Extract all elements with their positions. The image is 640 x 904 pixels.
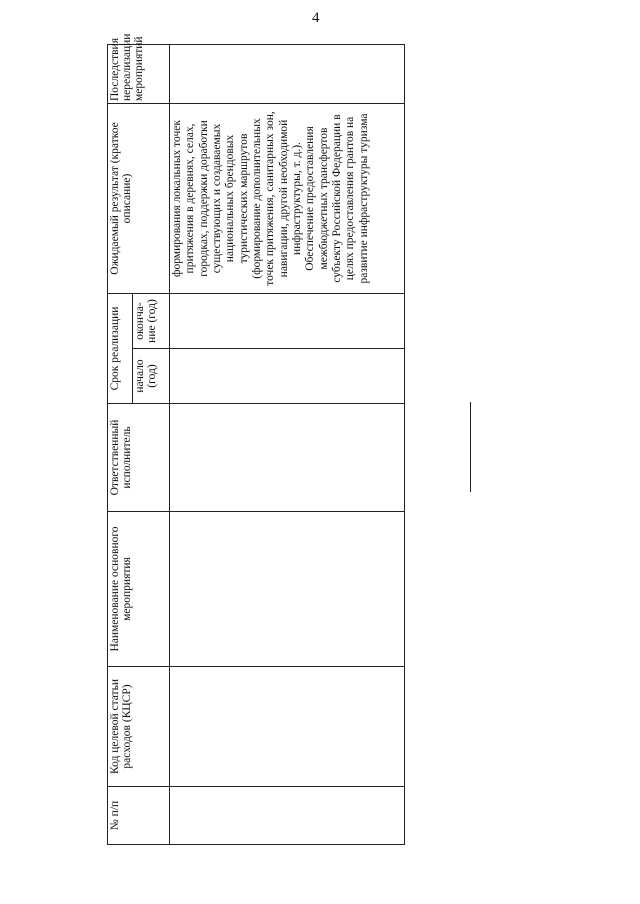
result-paragraph-1: формирования локальных точек притяжения в деревнях, селах, городках, поддержки доработки существующих и создаваемых национальных брендовых туристических маршрутов (формирование дополнительных точек притяжения, санитарных зон, навигации, другой необходимой инфраструктуры, т. д.). xyxy=(171,111,303,286)
header-result: Ожидаемый результат (краткое описание) xyxy=(108,104,170,294)
cell-end xyxy=(170,294,405,349)
table-header-row xyxy=(108,45,133,845)
cell-consequences xyxy=(170,45,405,104)
cell-name xyxy=(170,512,405,667)
header-num: № п/п xyxy=(108,787,170,845)
header-end: оконча-ние (год) xyxy=(133,294,170,349)
cell-result xyxy=(170,104,405,294)
table-wrapper xyxy=(107,33,397,845)
header-code: Код целевой статьи расходов (КЦСР) xyxy=(108,667,170,787)
page-number: 4 xyxy=(312,10,320,26)
header-start: начало (год) xyxy=(133,349,170,404)
header-name: Наименование основного мероприятия xyxy=(108,512,170,667)
signature-line xyxy=(470,402,471,492)
header-period: Срок реализации xyxy=(108,294,133,404)
cell-num xyxy=(170,787,405,845)
measures-table xyxy=(107,33,405,845)
header-executor: Ответственный исполнитель xyxy=(108,404,170,512)
cell-executor xyxy=(170,404,405,512)
cell-code xyxy=(170,667,405,787)
result-paragraph-2: Обеспечение предоставления межбюджетных трансфертов субъекту Российской Федерации в целях предоставления грантов на развитие инфраструктуры туризма xyxy=(304,113,370,284)
rotated-table-frame xyxy=(107,33,397,845)
table-row xyxy=(170,45,405,845)
header-consequences: Последствия нереализации мероприятий xyxy=(108,45,170,104)
cell-start xyxy=(170,349,405,404)
